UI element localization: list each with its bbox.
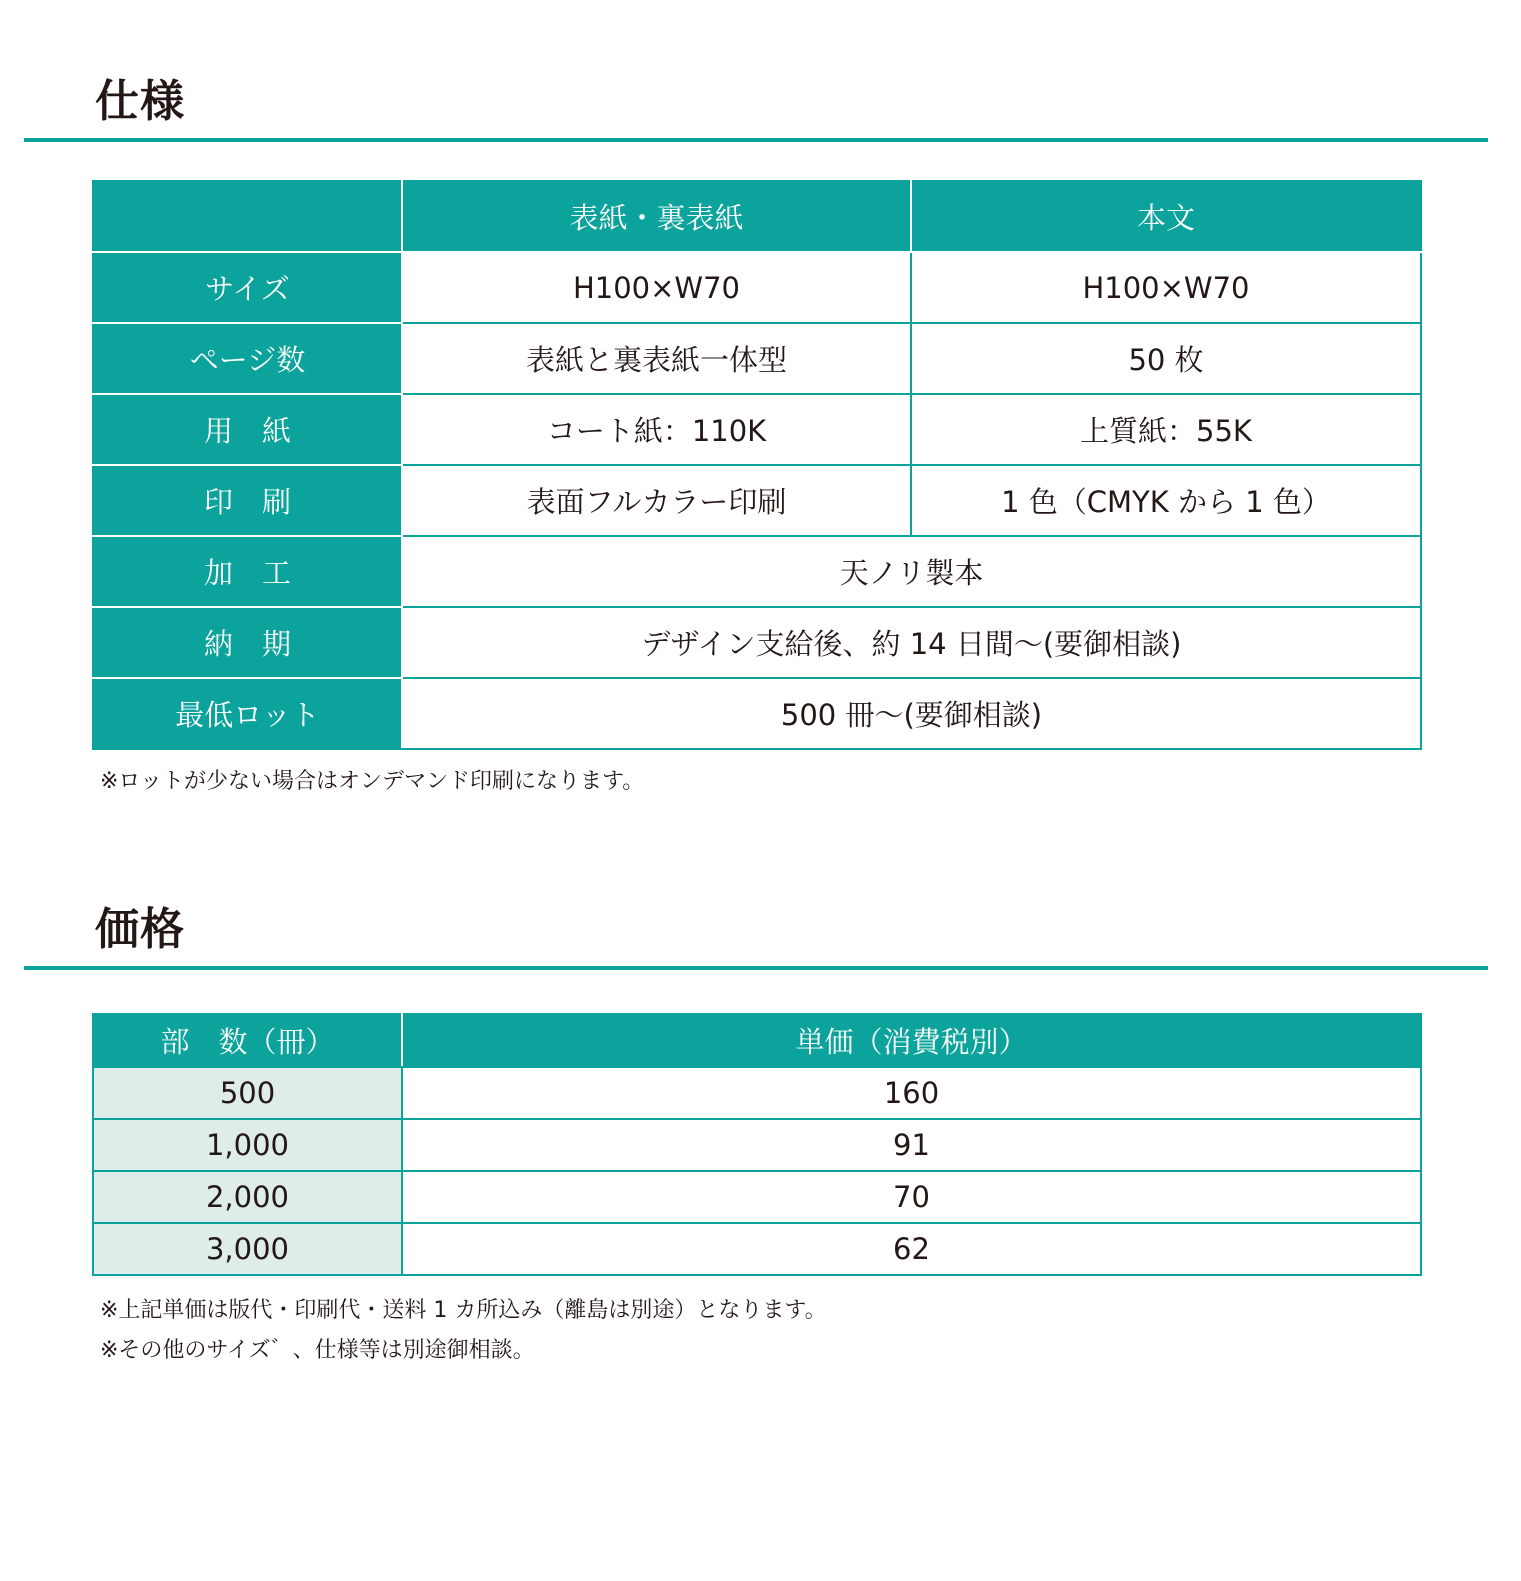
spec-body-size: H100×W70 [911,252,1421,323]
price-qty-cell: 500 [93,1067,402,1119]
spec-label-paper: 用 紙 [93,394,402,465]
table-row [93,1067,1421,1119]
price-unit-cell: 62 [402,1223,1421,1275]
price-header-unit-price: 単価（消費税別） [402,1014,1421,1067]
price-header-qty: 部 数（冊） [93,1014,402,1067]
spec-title: 仕様 [95,76,185,127]
price-title-rule [24,966,1488,970]
spec-row-processing [93,536,1421,607]
price-qty-cell: 3,000 [93,1223,402,1275]
price-qty-cell: 1,000 [93,1119,402,1171]
spec-body-paper: 上質紙：55K [911,394,1421,465]
spec-cover-pages: 表紙と裏表紙一体型 [402,323,911,394]
price-table [92,1013,1422,1276]
price-qty-cell: 2,000 [93,1171,402,1223]
price-note-1: ※上記単価は版代・印刷代・送料 1 カ所込み（離島は別途）となります。 [100,1298,827,1323]
spec-row-printing [93,465,1421,536]
spec-label-min-lot: 最低ロット [93,678,402,749]
spec-value-processing: 天ノリ製本 [402,536,1421,607]
spec-row-paper [93,394,1421,465]
spec-row-pages [93,323,1421,394]
spec-label-printing: 印 刷 [93,465,402,536]
table-row [93,1171,1421,1223]
spec-label-pages: ページ数 [93,323,402,394]
spec-header-row [93,181,1421,252]
spec-row-min-lot [93,678,1421,749]
table-row [93,1223,1421,1275]
spec-body-printing: 1 色（CMYK から 1 色） [911,465,1421,536]
price-unit-cell: 70 [402,1171,1421,1223]
spec-note: ※ロットが少ない場合はオンデマンド印刷になります。 [100,769,645,794]
spec-header-cover: 表紙・裏表紙 [402,181,911,252]
price-unit-cell: 160 [402,1067,1421,1119]
spec-row-size [93,252,1421,323]
spec-table [92,180,1422,750]
price-header-row [93,1014,1421,1067]
spec-title-rule [24,138,1488,142]
price-title: 価格 [95,904,185,955]
price-unit-cell: 91 [402,1119,1421,1171]
spec-label-processing: 加 工 [93,536,402,607]
spec-header-body: 本文 [911,181,1421,252]
spec-label-size: サイズ [93,252,402,323]
table-row [93,1119,1421,1171]
spec-row-delivery [93,607,1421,678]
spec-header-blank [93,181,402,252]
spec-cover-printing: 表面フルカラー印刷 [402,465,911,536]
spec-value-delivery: デザイン支給後、約 14 日間～(要御相談) [402,607,1421,678]
spec-body-pages: 50 枚 [911,323,1421,394]
spec-label-delivery: 納 期 [93,607,402,678]
spec-cover-paper: コート紙：110K [402,394,911,465]
spec-cover-size: H100×W70 [402,252,911,323]
spec-value-min-lot: 500 冊～(要御相談) [402,678,1421,749]
price-note-2: ※その他のサイズ゛、仕様等は別途御相談。 [100,1338,535,1363]
